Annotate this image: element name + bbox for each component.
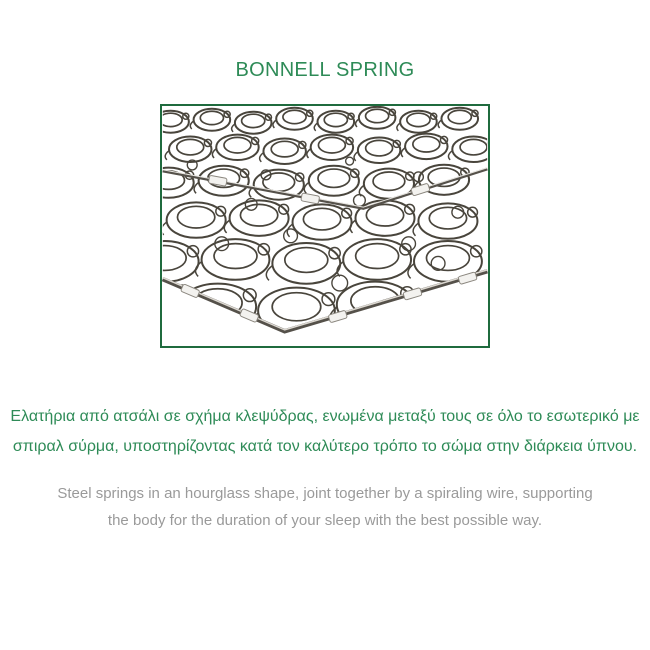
description-english [0,480,650,534]
bonnell-spring-figure [160,104,490,348]
greek-line-2: σπιραλ σύρμα, υποστηρίζοντας κατά τον καλύτερο τρόπο το σώμα στην διάρκεια ύπνου. [12,438,638,455]
bonnell-spring-image [162,106,488,346]
description-greek [0,402,650,462]
english-line-1: Steel springs in an hourglass shape, joint together by a spiraling wire, supporting [57,485,593,502]
page-title: BONNELL SPRING [235,59,415,81]
greek-line-1: Ελατήρια από ατσάλι σε σχήμα κλεψύδρας, ενωμένα μεταξύ τους σε όλο το εσωτερικό με [10,408,640,425]
english-line-2: the body for the duration of your sleep with the best possible way. [107,512,543,529]
